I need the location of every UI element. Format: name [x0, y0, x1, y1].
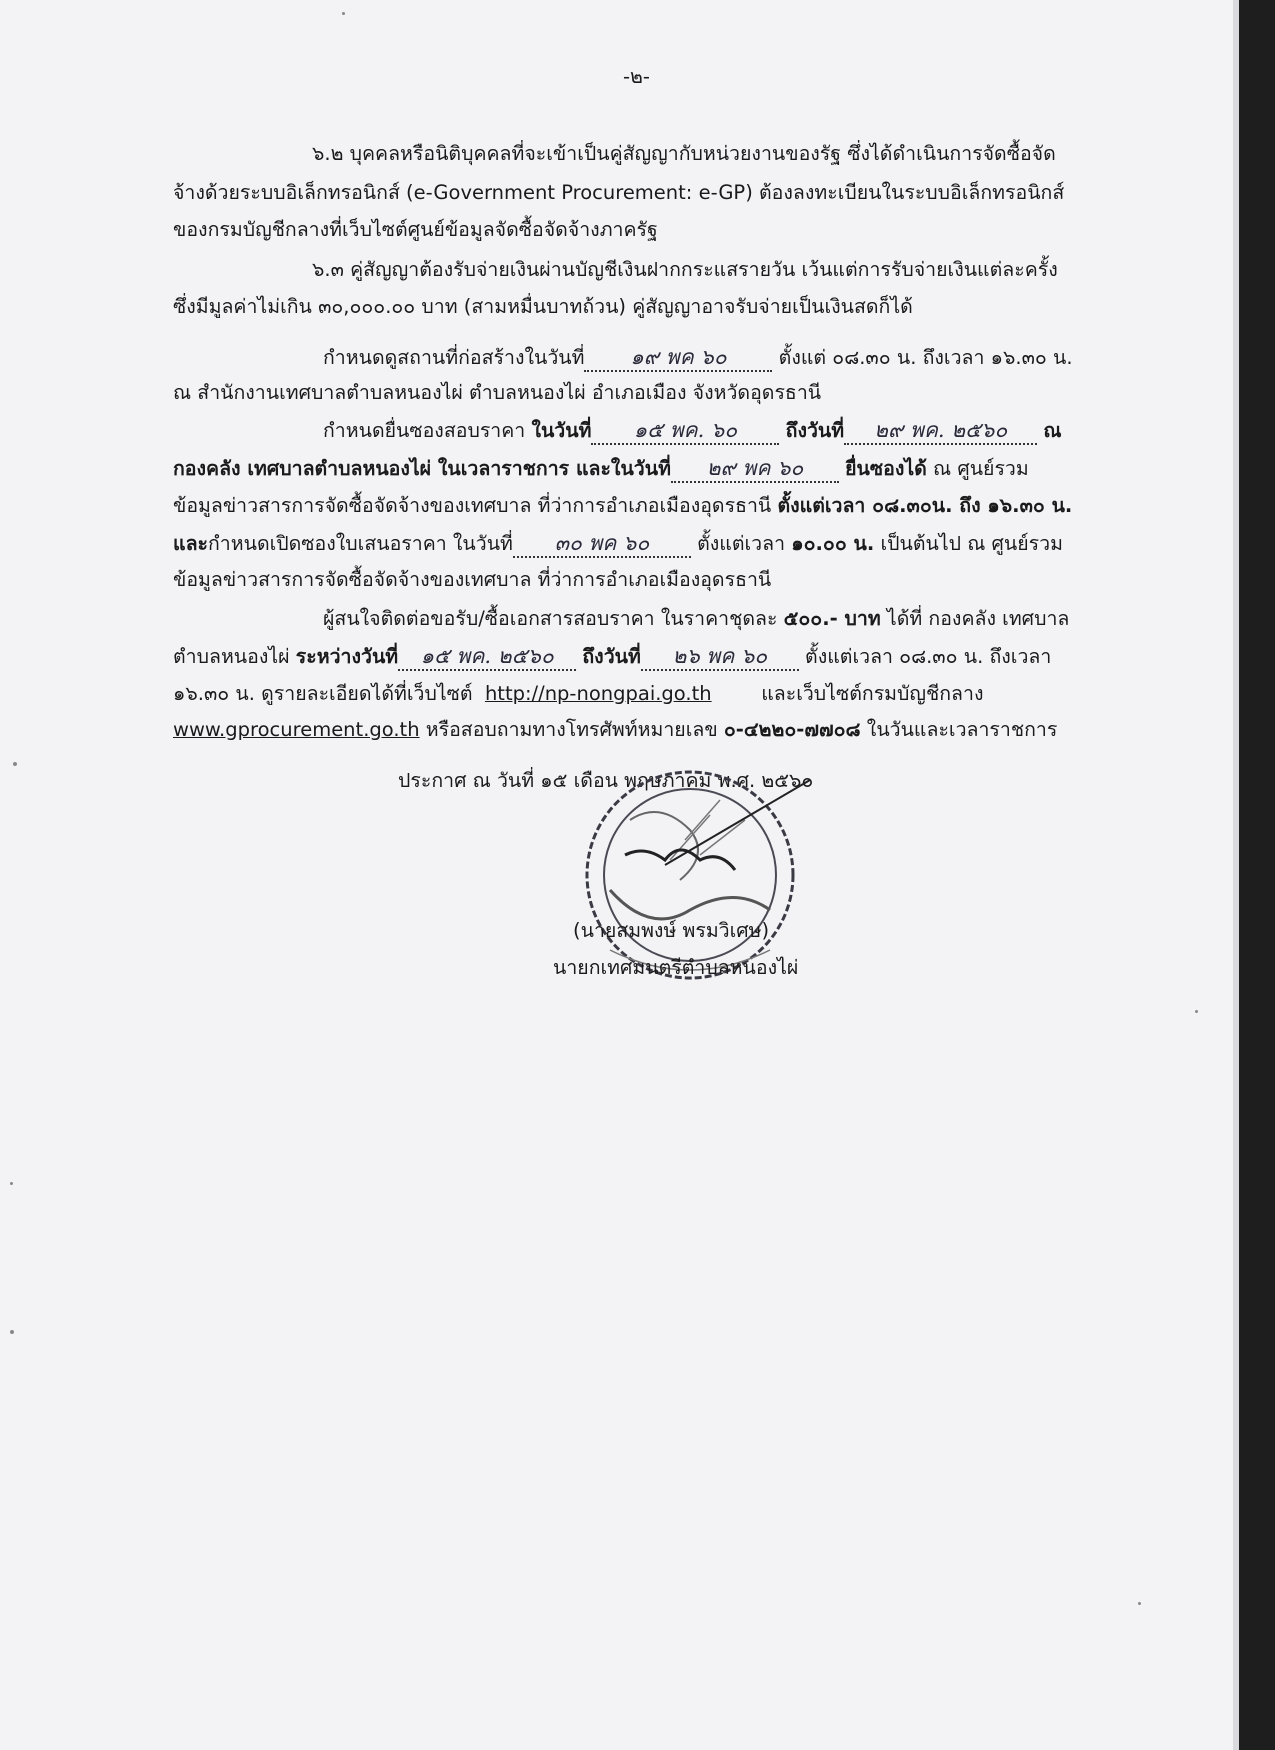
signer-name: (นายสมพงษ์ พรมวิเศษ): [573, 919, 770, 942]
section-6-2-line-3: ของกรมบัญชีกลางที่เว็บไซต์ศูนย์ข้อมูลจัดซื้อจัดจ้างภาครัฐ: [173, 218, 658, 241]
bid-opening-date-handwritten: ๓๐ พค ๖๐: [513, 530, 691, 558]
scan-edge-dark: [1239, 0, 1275, 1750]
documents-place-2: ตำบลหนองไผ่: [173, 645, 290, 668]
bid-opening-onward: เป็นต้นไป ณ ศูนย์รวม: [880, 532, 1063, 555]
bid-opening-time: ๑๐.๐๐ น.: [791, 532, 875, 555]
scan-speck: [10, 1182, 13, 1185]
site-visit-location: ณ สำนักงานเทศบาลตำบลหนองไผ่ ตำบลหนองไผ่ อำเภอเมือง จังหวัดอุดรธานี: [173, 381, 822, 404]
bid-opening-from: ตั้งแต่เวลา: [697, 532, 786, 555]
bid-submit-ok: ยื่นซองได้: [845, 457, 927, 480]
section-6-2-line-1: ๖.๒ บุคคลหรือนิติบุคคลที่จะเข้าเป็นคู่สัญญากับหน่วยงานของรัฐ ซึ่งได้ดำเนินการจัดซื้อจัด: [312, 142, 1056, 165]
documents-to-date-handwritten: ๒๖ พค ๖๐: [641, 643, 799, 671]
bid-center-name: ข้อมูลข่าวสารการจัดซื้อจัดจ้างของเทศบาล ที่ว่าการอำเภอเมืองอุดรธานี: [173, 494, 772, 517]
bid-hours: ตั้งแต่เวลา ๐๘.๓๐น. ถึง ๑๖.๓๐ น.: [777, 494, 1073, 517]
signature-tail: [665, 780, 810, 865]
documents-line-1: [323, 606, 1069, 632]
documents-place: ได้ที่ กองคลัง เทศบาล: [886, 607, 1070, 630]
gprocurement-website-link[interactable]: www.gprocurement.go.th: [173, 718, 420, 741]
documents-line-4: [173, 717, 1057, 743]
page-number: -๒-: [623, 65, 650, 88]
documents-phone: ๐-๔๒๒๐-๗๗๐๘: [723, 718, 861, 741]
documents-price: ๕๐๐.- บาท: [783, 607, 881, 630]
section-6-3-line-2: ซึ่งมีมูลค่าไม่เกิน ๓๐,๐๐๐.๐๐ บาท (สามหมื่นบาทถ้วน) คู่สัญญาอาจรับจ่ายเป็นเงินสดก็ได้: [173, 295, 913, 318]
scan-speck: [342, 12, 345, 15]
bid-from-label: ในวันที่: [531, 419, 592, 442]
bid-submission-line-3: [173, 493, 1072, 519]
section-6-2-line-2: จ้างด้วยระบบอิเล็กทรอนิกส์ (e-Government Procurement: e-GP) ต้องลงทะเบียนในระบบอิเล็กทรอนิกส์: [173, 181, 1065, 204]
signature-stroke: [625, 850, 735, 870]
bid-location-prefix: ณ: [1043, 419, 1062, 442]
site-visit-time: ตั้งแต่ ๐๘.๓๐ น. ถึงเวลา ๑๖.๓๐ น.: [778, 346, 1073, 369]
documents-to-label: ถึงวันที่: [582, 645, 641, 668]
municipality-website-link[interactable]: http://np-nongpai.go.th: [484, 682, 712, 705]
documents-hours: ตั้งแต่เวลา ๐๘.๓๐ น. ถึงเวลา: [805, 645, 1052, 668]
bid-submission-line-4: [173, 530, 1063, 558]
bid-submission-line-5: ข้อมูลข่าวสารการจัดซื้อจัดจ้างของเทศบาล ที่ว่าการอำเภอเมืองอุดรธานี: [173, 568, 772, 591]
scan-speck: [1195, 1010, 1198, 1013]
documents-line-3: [173, 681, 983, 707]
site-visit-prefix: กำหนดดูสถานที่ก่อสร้างในวันที่: [323, 346, 585, 369]
seal-wave: [610, 890, 770, 919]
site-visit-date-handwritten: ๑๙ พค ๖๐: [584, 344, 772, 372]
scan-speck: [10, 1330, 14, 1334]
bid-from-date-handwritten: ๑๕ พค. ๖๐: [591, 417, 779, 445]
bid-location-office: กองคลัง เทศบาลตำบลหนองไผ่ ในเวลาราชการ และในวันที่: [173, 457, 671, 480]
seal-outer-ring: [587, 772, 793, 978]
documents-details: ๑๖.๓๐ น. ดูรายละเอียดได้ที่เว็บไซต์: [173, 682, 473, 705]
section-6-3-line-1: ๖.๓ คู่สัญญาต้องรับจ่ายเงินผ่านบัญชีเงินฝากกระแสรายวัน เว้นแต่การรับจ่ายเงินแต่ละครั้ง: [312, 258, 1058, 281]
bid-opening-prefix: กำหนดเปิดซองใบเสนอราคา ในวันที่: [208, 532, 513, 555]
bid-submission-line-2: [173, 455, 1029, 483]
bid-center-prefix: ณ ศูนย์รวม: [933, 457, 1029, 480]
site-visit-line-1: [323, 344, 1073, 372]
signer-title: นายกเทศมนตรีตำบลหนองไผ่: [553, 956, 799, 979]
documents-from-date-handwritten: ๑๕ พค. ๒๕๖๐: [398, 643, 576, 671]
seal-emblem-stroke: [630, 812, 698, 880]
documents-cgd-site: และเว็บไซต์กรมบัญชีกลาง: [761, 682, 984, 705]
bid-submission-prefix: กำหนดยื่นซองสอบราคา: [323, 419, 526, 442]
documents-intro: ผู้สนใจติดต่อขอรับ/ซื้อเอกสารสอบราคา ในราคาชุดละ: [323, 607, 778, 630]
documents-from-label: ระหว่างวันที่: [295, 645, 399, 668]
documents-phone-prefix: หรือสอบถามทางโทรศัพท์หมายเลข: [425, 718, 718, 741]
bid-to-date-handwritten: ๒๙ พค. ๒๕๖๐: [844, 417, 1037, 445]
announcement-date: ประกาศ ณ วันที่ ๑๕ เดือน พฤษภาคม พ.ศ. ๒๕๖๐: [398, 769, 814, 792]
bid-and: และ: [173, 532, 208, 555]
bid-to-label: ถึงวันที่: [785, 419, 845, 442]
bid-submission-line-1: [323, 417, 1061, 445]
bid-extra-date-handwritten: ๒๙ พค ๖๐: [671, 455, 839, 483]
scan-speck: [13, 762, 17, 766]
documents-line-2: [173, 643, 1051, 671]
scan-speck: [1138, 1602, 1141, 1605]
documents-office-hours: ในวันและเวลาราชการ: [866, 718, 1058, 741]
